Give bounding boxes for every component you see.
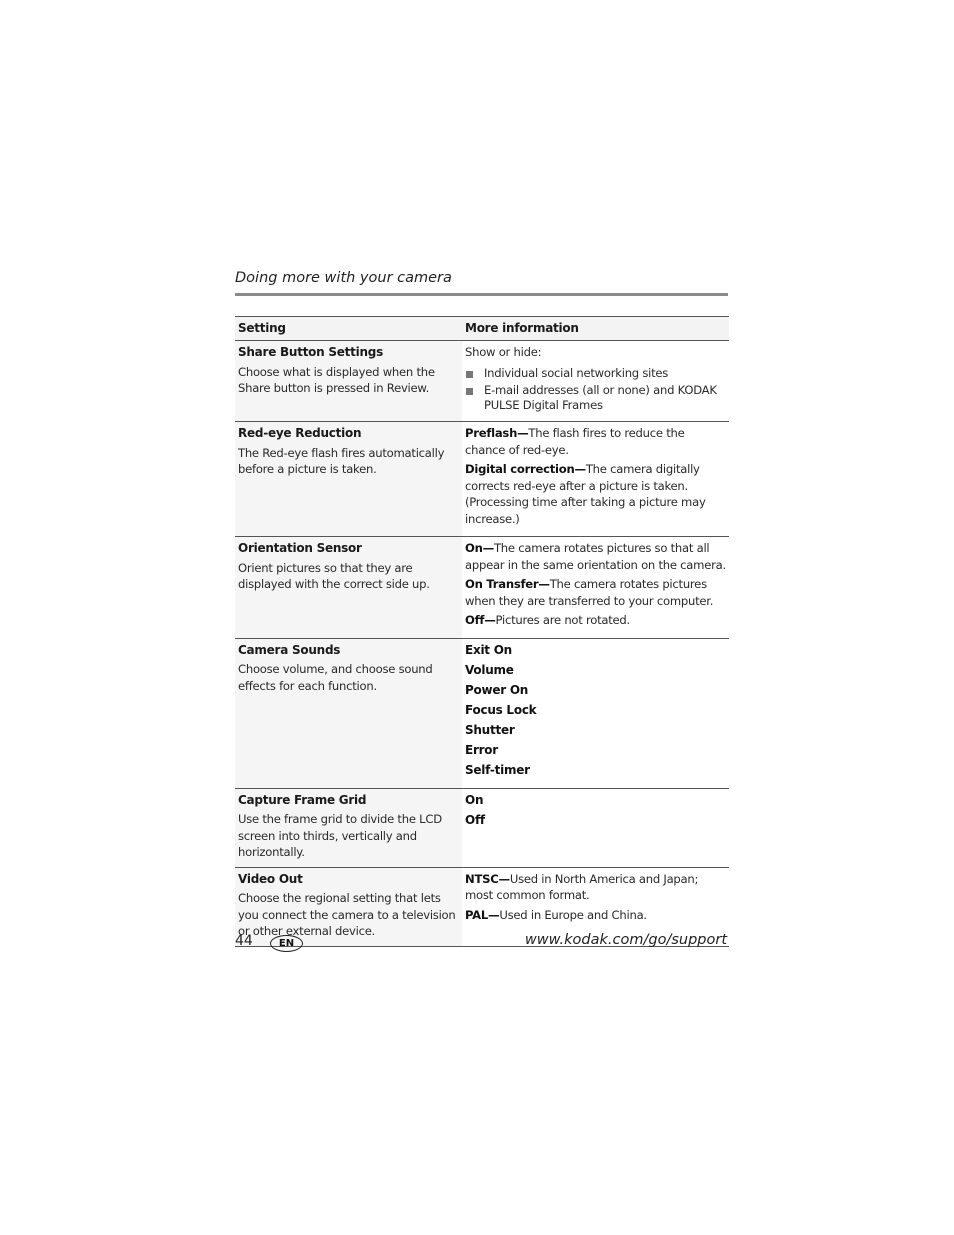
page-footer xyxy=(235,932,727,954)
option-text: The camera rotates pictures when they are transferred to your computer. xyxy=(465,577,714,608)
list-item-text: Individual social networking sites xyxy=(484,365,669,380)
option-description xyxy=(465,612,726,629)
table-row xyxy=(235,788,729,867)
option-name: Error xyxy=(465,742,498,757)
option-term: Preflash— xyxy=(465,426,529,440)
setting-name: Video Out xyxy=(238,871,303,886)
option-name: Off xyxy=(465,812,485,827)
option-name: Exit On xyxy=(465,642,512,657)
support-url: www.kodak.com/go/support xyxy=(524,932,727,948)
setting-description: Orient pictures so that they are displayed with the correct side up. xyxy=(238,560,430,591)
option-name: On xyxy=(465,792,484,807)
column-header-info: More information xyxy=(462,317,729,341)
setting-cell xyxy=(235,422,462,537)
option-description xyxy=(465,907,726,924)
setting-cell xyxy=(235,638,462,788)
language-badge: EN xyxy=(270,935,303,952)
setting-name: Camera Sounds xyxy=(238,642,341,657)
option-text: The camera rotates pictures so that all appear in the same orientation on the camera. xyxy=(465,541,726,572)
setting-description: The Red-eye flash fires automatically before a picture is taken. xyxy=(238,445,445,476)
setting-description: Choose what is displayed when the Share button is pressed in Review. xyxy=(238,364,435,395)
column-header-setting: Setting xyxy=(235,317,462,341)
setting-description: Choose the regional setting that lets you connect the camera to a television or other external device. xyxy=(238,891,456,938)
table-row xyxy=(235,341,729,422)
running-header-title: Doing more with your camera xyxy=(235,270,452,286)
setting-cell xyxy=(235,788,462,867)
option-term: On Transfer— xyxy=(465,577,550,591)
setting-cell xyxy=(235,537,462,639)
option-description xyxy=(465,540,726,573)
option-name: Self-timer xyxy=(465,762,530,777)
option-description xyxy=(465,871,726,904)
table-row xyxy=(235,638,729,788)
settings-table xyxy=(235,316,729,947)
setting-name: Orientation Sensor xyxy=(238,541,362,555)
info-cell xyxy=(462,422,729,537)
option-term: Off— xyxy=(465,613,496,627)
option-text: The camera digitally corrects red-eye after a picture is taken. (Processing time after taking a picture may increase.) xyxy=(465,462,706,526)
option-term: NTSC— xyxy=(465,871,510,886)
option-description xyxy=(465,461,726,527)
list-item xyxy=(465,383,726,412)
info-cell xyxy=(462,638,729,788)
option-text: The flash fires to reduce the chance of red-eye. xyxy=(465,426,685,457)
table-row xyxy=(235,422,729,537)
option-name: Focus Lock xyxy=(465,702,537,717)
option-name: Shutter xyxy=(465,722,515,737)
page-number: 44 xyxy=(235,933,253,949)
square-bullet-icon xyxy=(466,371,473,378)
table-header-row xyxy=(235,317,729,341)
option-description xyxy=(465,425,726,458)
square-bullet-icon xyxy=(466,388,473,395)
info-intro: Show or hide: xyxy=(465,345,542,359)
info-cell xyxy=(462,537,729,639)
option-term: Digital correction— xyxy=(465,462,586,476)
option-text: Used in Europe and China. xyxy=(499,907,647,922)
option-text: Used in North America and Japan; most common format. xyxy=(465,871,699,902)
table-row xyxy=(235,537,729,639)
option-name: Power On xyxy=(465,682,529,697)
setting-description: Use the frame grid to divide the LCD screen into thirds, vertically and horizontally. xyxy=(238,812,442,859)
option-term: On— xyxy=(465,541,494,555)
option-text: Pictures are not rotated. xyxy=(495,613,630,627)
option-term: PAL— xyxy=(465,907,500,922)
option-name: Volume xyxy=(465,662,514,677)
info-cell xyxy=(462,341,729,422)
list-item xyxy=(465,366,726,381)
setting-name: Red-eye Reduction xyxy=(238,426,362,440)
setting-name: Capture Frame Grid xyxy=(238,792,367,807)
setting-cell xyxy=(235,341,462,422)
header-rule xyxy=(235,293,728,296)
setting-name: Share Button Settings xyxy=(238,345,384,359)
info-cell xyxy=(462,788,729,867)
option-description xyxy=(465,576,726,609)
list-item-text: E-mail addresses (all or none) and KODAK PULSE Digital Frames xyxy=(484,383,717,412)
setting-description: Choose volume, and choose sound effects for each function. xyxy=(238,662,433,693)
